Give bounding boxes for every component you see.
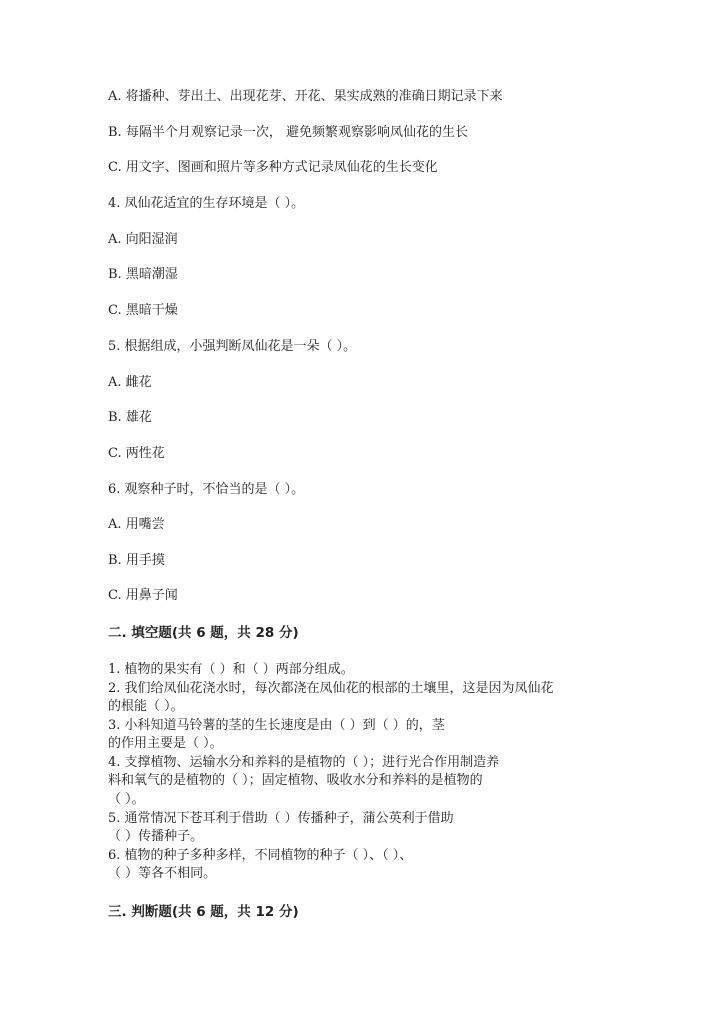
- fill-line: （ ）等各不相同。: [108, 866, 217, 881]
- q4-option-c: C. 黑暗干燥: [108, 303, 178, 318]
- q3-option-a: A. 将播种、芽出土、出现花芽、开花、果实成熟的准确日期记录下来: [108, 89, 503, 104]
- q5-option-a: A. 雌花: [108, 375, 152, 390]
- fill-line: 6. 植物的种子多种多样，不同植物的种子（ ）、（ ）、: [108, 848, 413, 863]
- q5-question: 5. 根据组成，小强判断凤仙花是一朵（ ）。: [108, 339, 357, 354]
- q3-option-c: C. 用文字、图画和照片等多种方式记录凤仙花的生长变化: [108, 160, 438, 175]
- fill-line: （ ）。: [108, 792, 145, 807]
- fill-line: 1. 植物的果实有（ ）和（ ）两部分组成。: [108, 662, 354, 677]
- q4-question: 4. 凤仙花适宜的生存环境是（ ）。: [108, 196, 305, 211]
- fill-line: 的根能（ ）。: [108, 699, 184, 714]
- fill-line: 4. 支撑植物、运输水分和养料的是植物的（ ）；进行光合作用制造养: [108, 755, 500, 770]
- fill-line: 的作用主要是（ ）。: [108, 736, 223, 751]
- fill-line: 2. 我们给凤仙花浇水时，每次都浇在凤仙花的根部的土壤里，这是因为凤仙花: [108, 681, 554, 696]
- fill-line: （ ）传播种子。: [108, 829, 204, 844]
- section-fill-in-title: 二. 填空题(共 6 题，共 28 分): [108, 625, 299, 641]
- q6-question: 6. 观察种子时，不恰当的是（ ）。: [108, 482, 305, 497]
- q4-option-b: B. 黑暗潮湿: [108, 267, 178, 282]
- fill-line: 5. 通常情况下苍耳利于借助（ ）传播种子，蒲公英利于借助: [108, 811, 454, 826]
- fill-line: 3. 小科知道马铃薯的茎的生长速度是由（ ）到（ ）的，茎: [108, 718, 445, 733]
- q6-option-b: B. 用手摸: [108, 553, 165, 568]
- section-true-false-title: 三. 判断题(共 6 题，共 12 分): [108, 904, 299, 920]
- q5-option-c: C. 两性花: [108, 446, 165, 461]
- q6-option-c: C. 用鼻子闻: [108, 588, 178, 603]
- q3-option-b: B. 每隔半个月观察记录一次， 避免频繁观察影响凤仙花的生长: [108, 125, 468, 140]
- q4-option-a: A. 向阳湿润: [108, 232, 178, 247]
- q6-option-a: A. 用嘴尝: [108, 517, 165, 532]
- q5-option-b: B. 雄花: [108, 410, 152, 425]
- fill-line: 料和氧气的是植物的（ ）；固定植物、吸收水分和养料的是植物的: [108, 773, 483, 788]
